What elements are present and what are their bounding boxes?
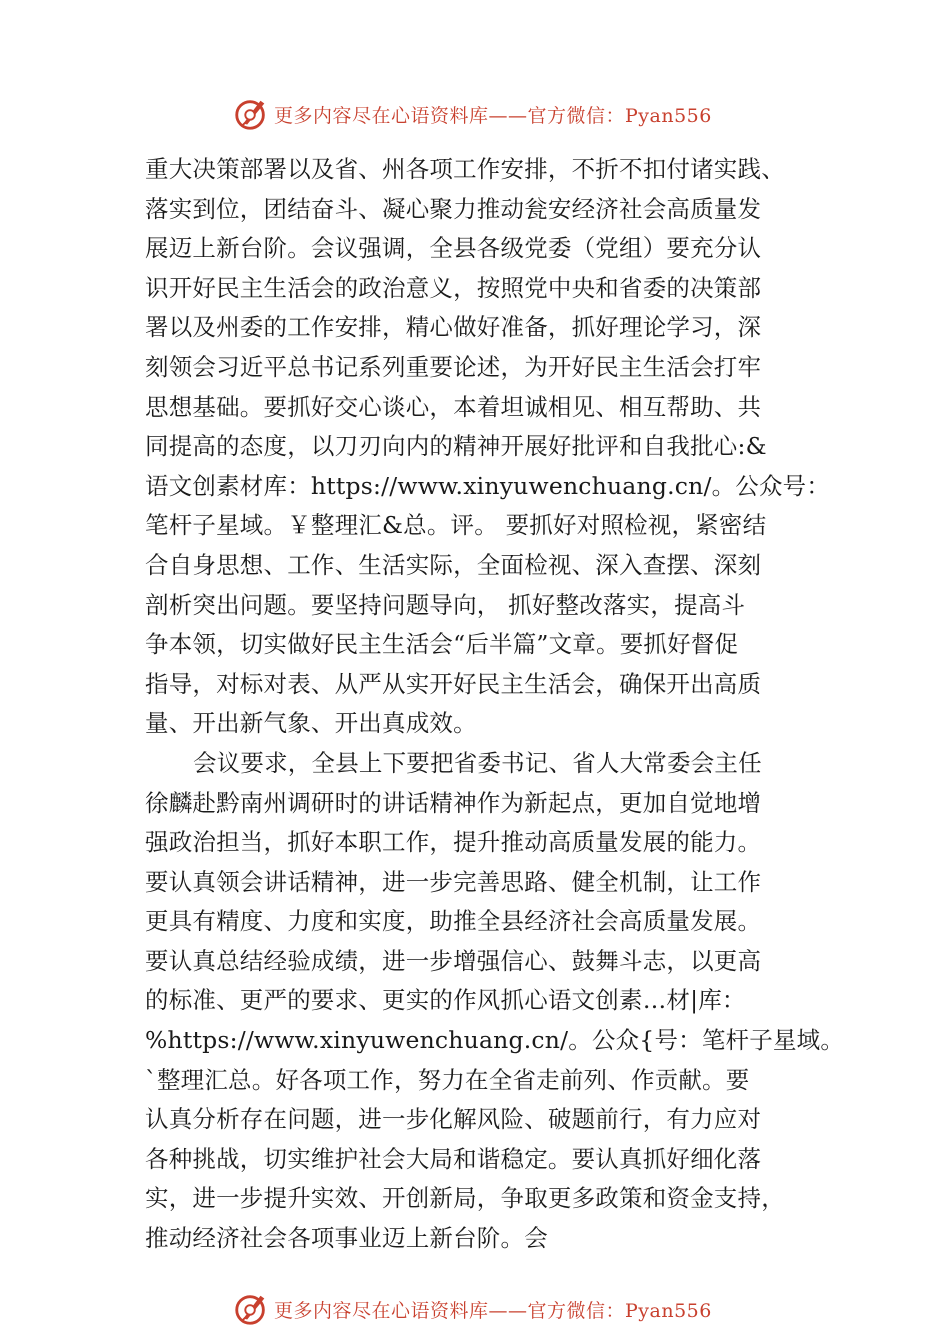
- body-line: 识开好民主生活会的政治意义，按照党中央和省委的决策部: [145, 273, 762, 302]
- footer-banner-contact: 官方微信：Pyan556: [527, 1299, 712, 1322]
- footer-banner-separator: ——: [488, 1299, 528, 1322]
- body-line: 署以及州委的工作安排，精心做好准备，抓好理论学习，深: [145, 313, 762, 342]
- body-line: 徐麟赴黔南州调研时的讲话精神作为新起点，更加自觉地增: [145, 788, 762, 817]
- footer-banner: [232, 1289, 752, 1329]
- body-line: 笔杆子星域。￥整理汇&总。评。 要抓好对照检视，紧密结: [145, 511, 767, 540]
- header-banner-contact: 官方微信：Pyan556: [527, 104, 712, 127]
- body-line: %https://www.xinyuwenchuang.cn/。公众{号：笔杆子星域。: [145, 1026, 845, 1055]
- body-line: 展迈上新台阶。会议强调，全县各级党委（党组）要充分认: [145, 234, 762, 263]
- body-line: 刻领会习近平总书记系列重要论述，为开好民主生活会打牢: [145, 352, 762, 381]
- body-line: 同提高的态度，以刀刃向内的精神开展好批评和自我批心:&: [145, 432, 767, 461]
- body-line: 更具有精度、力度和实度，助推全县经济社会高质量发展。: [145, 907, 762, 936]
- body-line: 语文创素材库：https://www.xinyuwenchuang.cn/。公众号：: [145, 471, 831, 500]
- footer-banner-text: 更多内容尽在心语资料库: [274, 1299, 489, 1322]
- body-line: 要认真总结经验成绩，进一步增强信心、鼓舞斗志，以更高: [145, 946, 762, 975]
- body-line: 重大决策部署以及省、州各项工作安排，不折不扣付诸实践、: [145, 155, 785, 183]
- body-line: 推动经济社会各项事业迈上新台阶。会: [145, 1224, 548, 1253]
- quill-logo-icon: [232, 95, 270, 133]
- paragraph-start-line: 会议要求，全县上下要把省委书记、省人大常委会主任: [193, 748, 762, 777]
- header-banner: [232, 94, 752, 134]
- body-line: `整理汇总。好各项工作，努力在全省走前列、作贡献。要: [145, 1065, 750, 1094]
- quill-logo-icon: [232, 1290, 270, 1328]
- body-line: 合自身思想、工作、生活实际，全面检视、深入查摆、深刻: [145, 550, 762, 579]
- body-line: 认真分析存在问题，进一步化解风险、破题前行，有力应对: [145, 1105, 762, 1134]
- header-banner-separator: ——: [488, 104, 528, 127]
- body-line: 要认真领会讲话精神，进一步完善思路、健全机制，让工作: [145, 867, 762, 896]
- body-line: 量、开出新气象、开出真成效。: [145, 709, 477, 738]
- document-body: [145, 150, 845, 1259]
- body-line: 实，进一步提升实效、开创新局，争取更多政策和资金支持，: [145, 1184, 785, 1213]
- body-line: 强政治担当，抓好本职工作，提升推动高质量发展的能力。: [145, 828, 762, 857]
- body-line: 思想基础。要抓好交心谈心，本着坦诚相见、相互帮助、共: [145, 392, 762, 421]
- body-line: 剖析突出问题。要坚持问题导向， 抓好整改落实，提高斗: [145, 590, 746, 619]
- body-line: 争本领，切实做好民主生活会“后半篇”文章。要抓好督促: [145, 630, 739, 659]
- body-line: 各种挑战，切实维护社会大局和谐稳定。要认真抓好细化落: [145, 1144, 762, 1173]
- body-line: 的标准、更严的要求、更实的作风抓心语文创素…材|库：: [145, 986, 746, 1015]
- body-line: 指导，对标对表、从严从实开好民主生活会，确保开出高质: [145, 669, 762, 698]
- header-banner-text: 更多内容尽在心语资料库: [274, 104, 489, 127]
- body-line: 落实到位，团结奋斗、凝心聚力推动瓮安经济社会高质量发: [145, 194, 762, 223]
